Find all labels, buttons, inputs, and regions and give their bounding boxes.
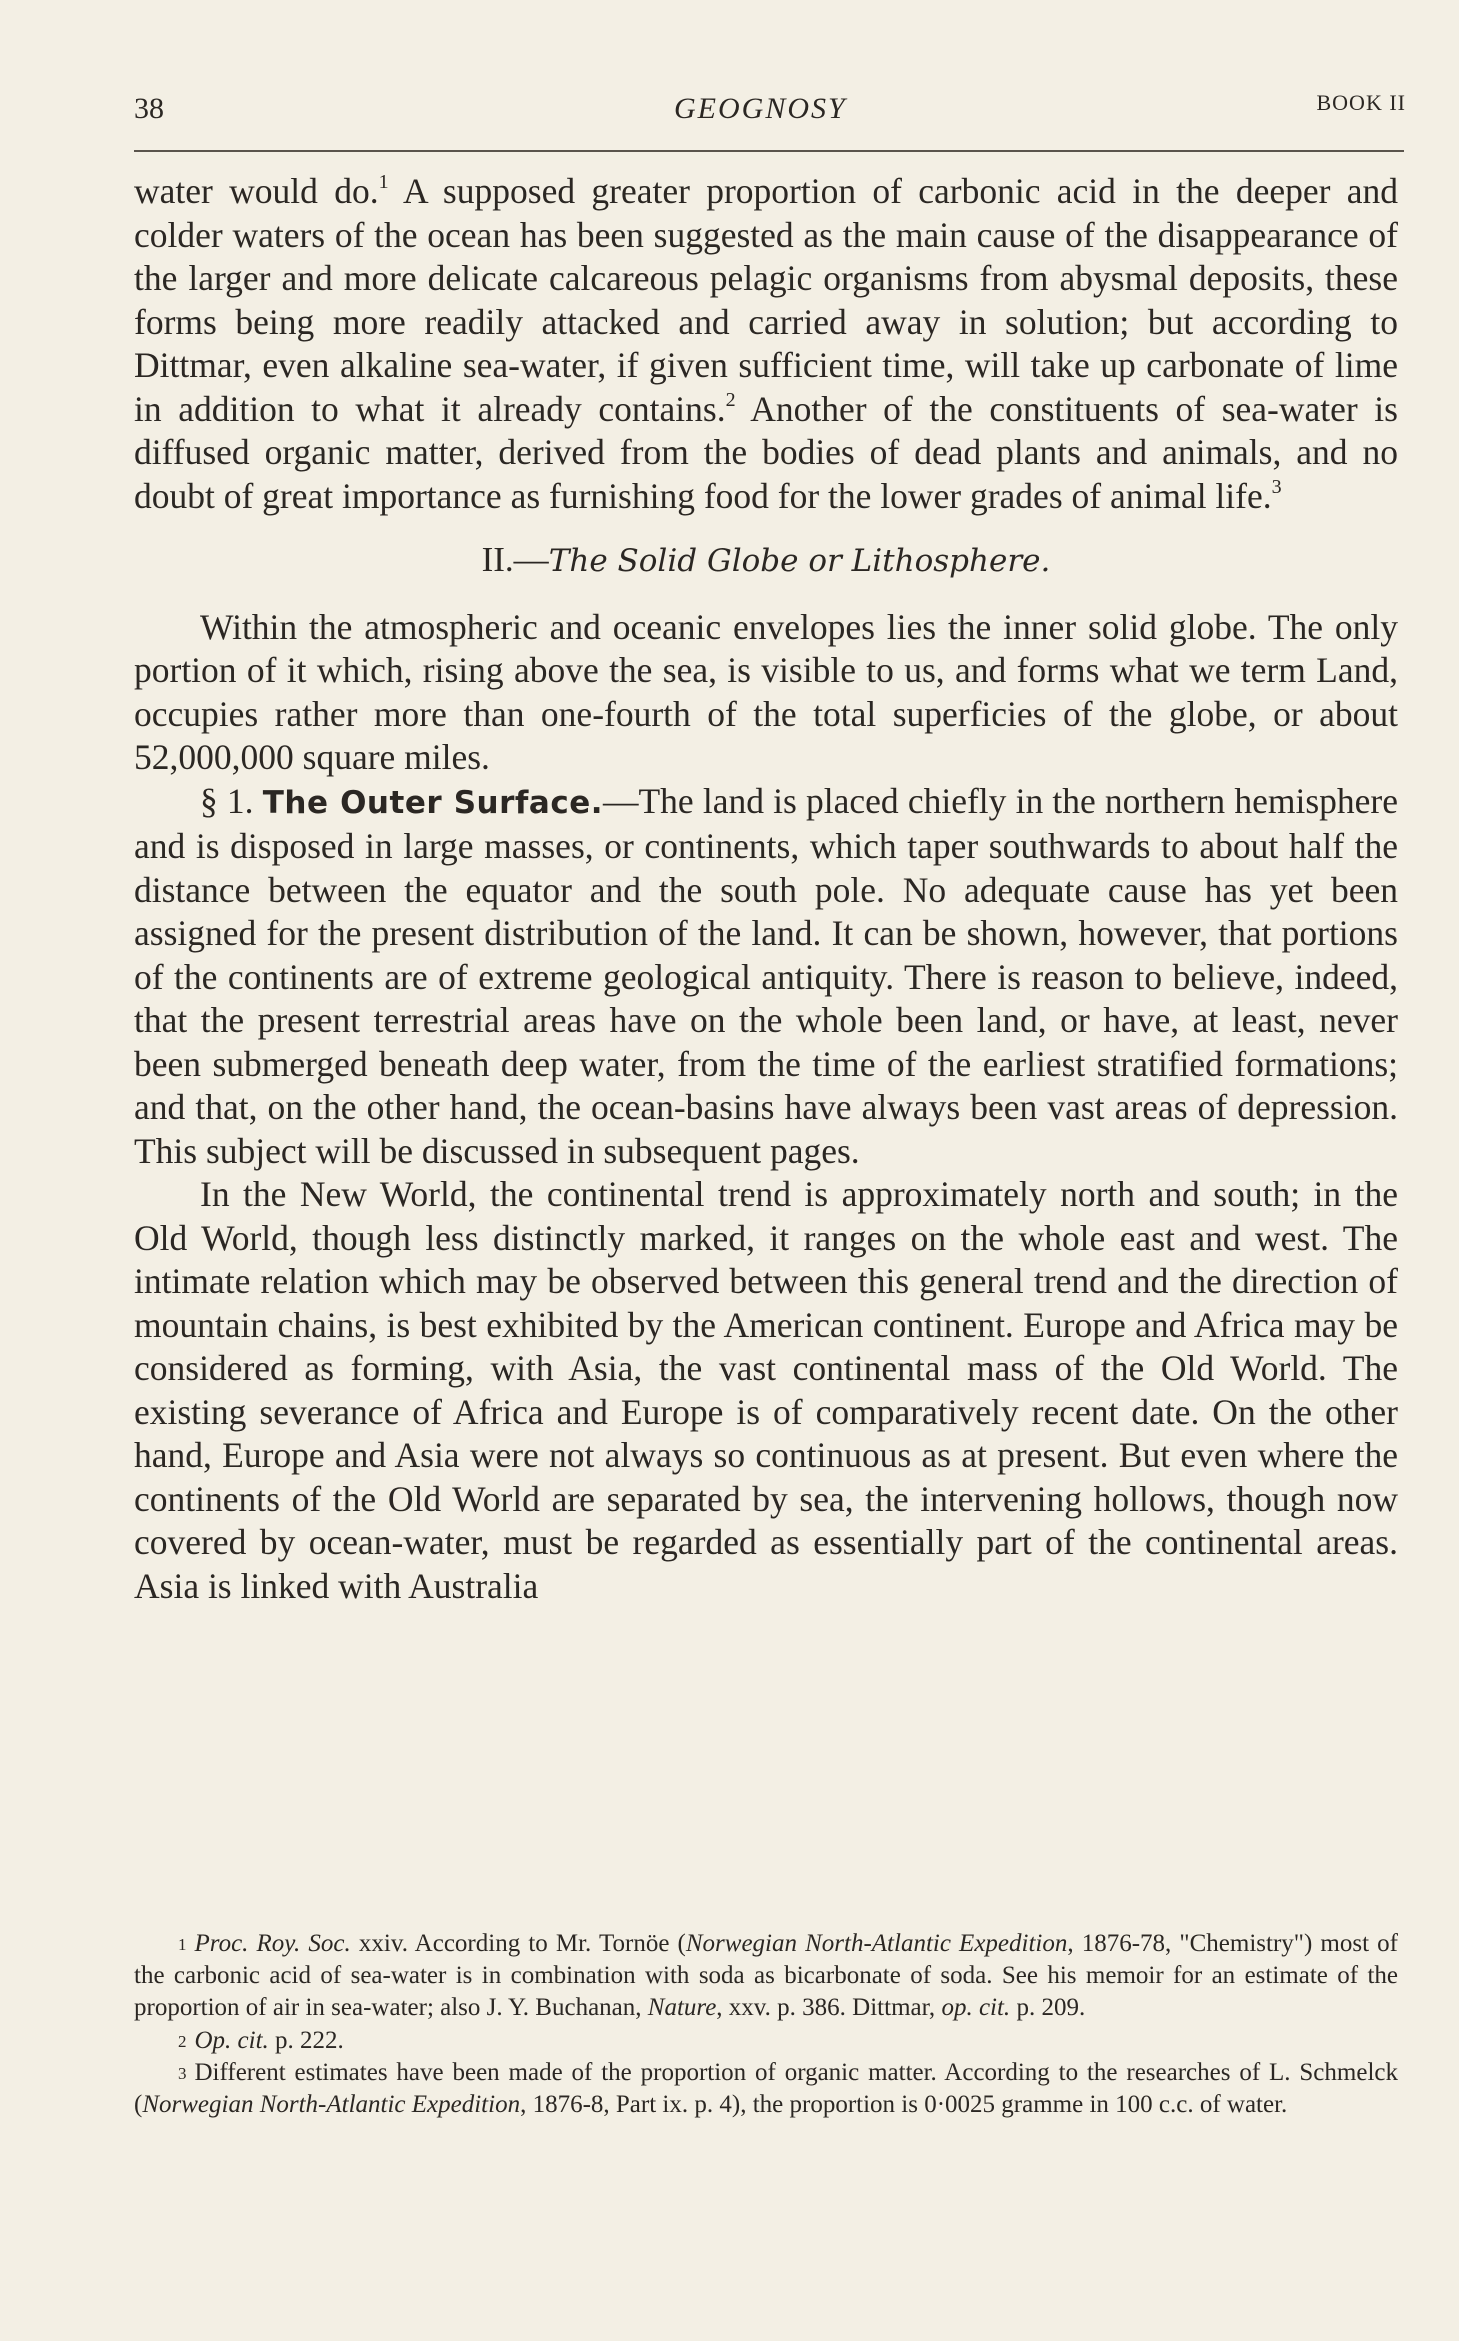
citation: Op. cit.	[194, 2026, 269, 2054]
footnote-1	[134, 1928, 1398, 2025]
text-run: Different estimates have been made of the proportion of organic matter. According to the researches of L. Schmelck (	[134, 2058, 1398, 2119]
continuation-paragraph	[134, 170, 1398, 518]
text-run: water would do.	[134, 171, 379, 211]
paragraph: Within the atmospheric and oceanic envelopes lies the inner solid globe. The only portion of it which, rising above the sea, is visible to us, and forms what we term Land, occupies rather more than one-fourth of the total superficies of the globe, or about 52,000,000 square miles.	[134, 606, 1398, 777]
footnote-number: 1	[178, 1935, 187, 1954]
footnote-3	[134, 2057, 1398, 2121]
footnote-ref-3[interactable]: 3	[1271, 475, 1282, 498]
citation: Nature	[647, 1994, 717, 2022]
page-number: 38	[134, 92, 164, 125]
footnotes	[134, 1928, 1398, 2121]
footnote-ref-2[interactable]: 2	[725, 388, 736, 411]
text-run: , 1876-8, Part ix. p. 4), the proportion is 0·0025 gramme in 100 c.c. of water.	[520, 2091, 1288, 2119]
section-heading	[134, 538, 1398, 584]
citation: op. cit.	[941, 1994, 1011, 2022]
text-run: , xxv. p. 386. Dittmar,	[716, 1994, 942, 2022]
footnote-number: 2	[178, 2031, 187, 2051]
text-run: Another of the constituents of sea-water is diffused organic matter, derived from the bodies of dead plants and animals, and no doubt of great importance as furnishing food for the lower grades of animal life.	[134, 388, 1398, 516]
text-run: p. 209.	[1010, 1994, 1086, 2022]
text-run: A supposed greater proportion of carbonic acid in the deeper and colder waters of the ocean has been suggested as the main cause of the disappearance of the larger and more delicate calcareous pelagic organisms from abysmal deposits, these forms being more readily attacked and carried away in solution; but according to Dittmar, even alkaline sea-water, if given sufficient time, will take up carbonate of lime in addition to what it already contains.	[134, 171, 1398, 429]
section-title: The Solid Globe or Lithosphere.	[548, 543, 1051, 579]
paragraph	[134, 780, 1398, 1174]
book-label: BOOK II	[1316, 90, 1406, 115]
footnote-number: 3	[178, 2063, 187, 2083]
text-run: xxiv. According to Mr. Tornöe (	[350, 1930, 686, 1957]
footnote-ref-1[interactable]: 1	[378, 171, 389, 193]
main-text	[134, 170, 1398, 1608]
section-numeral: II.—	[481, 540, 549, 579]
running-title: GEOGNOSY	[674, 92, 847, 125]
header-rule	[134, 150, 1404, 152]
paragraph: In the New World, the continental trend is approximately north and south; in the Old World, though less distinctly marked, it ranges on the whole east and west. The intimate relation which may be observed between this general trend and the direction of mountain chains, is best exhibited by the American continent. Europe and Africa may be considered as forming, with Asia, the vast continental mass of the Old World. The existing severance of Africa and Europe is of comparatively recent date. On the other hand, Europe and Asia were not always so continuous as at present. But even where the continents of the Old World are separated by sea, the intervening hollows, though now covered by ocean-water, must be regarded as essentially part of the continental areas. Asia is linked with Australia	[134, 1174, 1398, 1606]
citation: Norwegian North-Atlantic Expedition	[142, 2091, 521, 2119]
text-run: , 1876-78, "Chemistry") most of the carbonic acid of sea-water is in combination with soda as bicarbonate of soda. See his memoir for an estimate of the proportion of air in sea-water; also J. Y. Buchanan,	[134, 1930, 1399, 2022]
subsection-heading: The Outer Surface.	[262, 784, 603, 821]
section-mark: § 1.	[200, 780, 263, 821]
footnote-2	[134, 2025, 1398, 2057]
text-run: —The land is placed chiefly in the northern hemisphere and is disposed in large masses, or continents, which taper southwards to about half the distance between the equator and the south pole. No adequate cause has yet been assigned for the present distribution of the land. It can be shown, however, that portions of the continents are of extreme geological antiquity. There is reason to believe, indeed, that the present terrestrial areas have on the whole been land, or have, at least, never been submerged beneath deep water, from the time of the earliest stratified formations; and that, on the other hand, the ocean-basins have always been vast areas of depression. This subject will be discussed in subsequent pages.	[134, 780, 1398, 1171]
citation: Norwegian North-Atlantic Expedition	[685, 1930, 1068, 1957]
citation: Proc. Roy. Soc.	[194, 1930, 351, 1957]
text-run: p. 222.	[268, 2026, 344, 2054]
running-header	[134, 86, 1414, 136]
